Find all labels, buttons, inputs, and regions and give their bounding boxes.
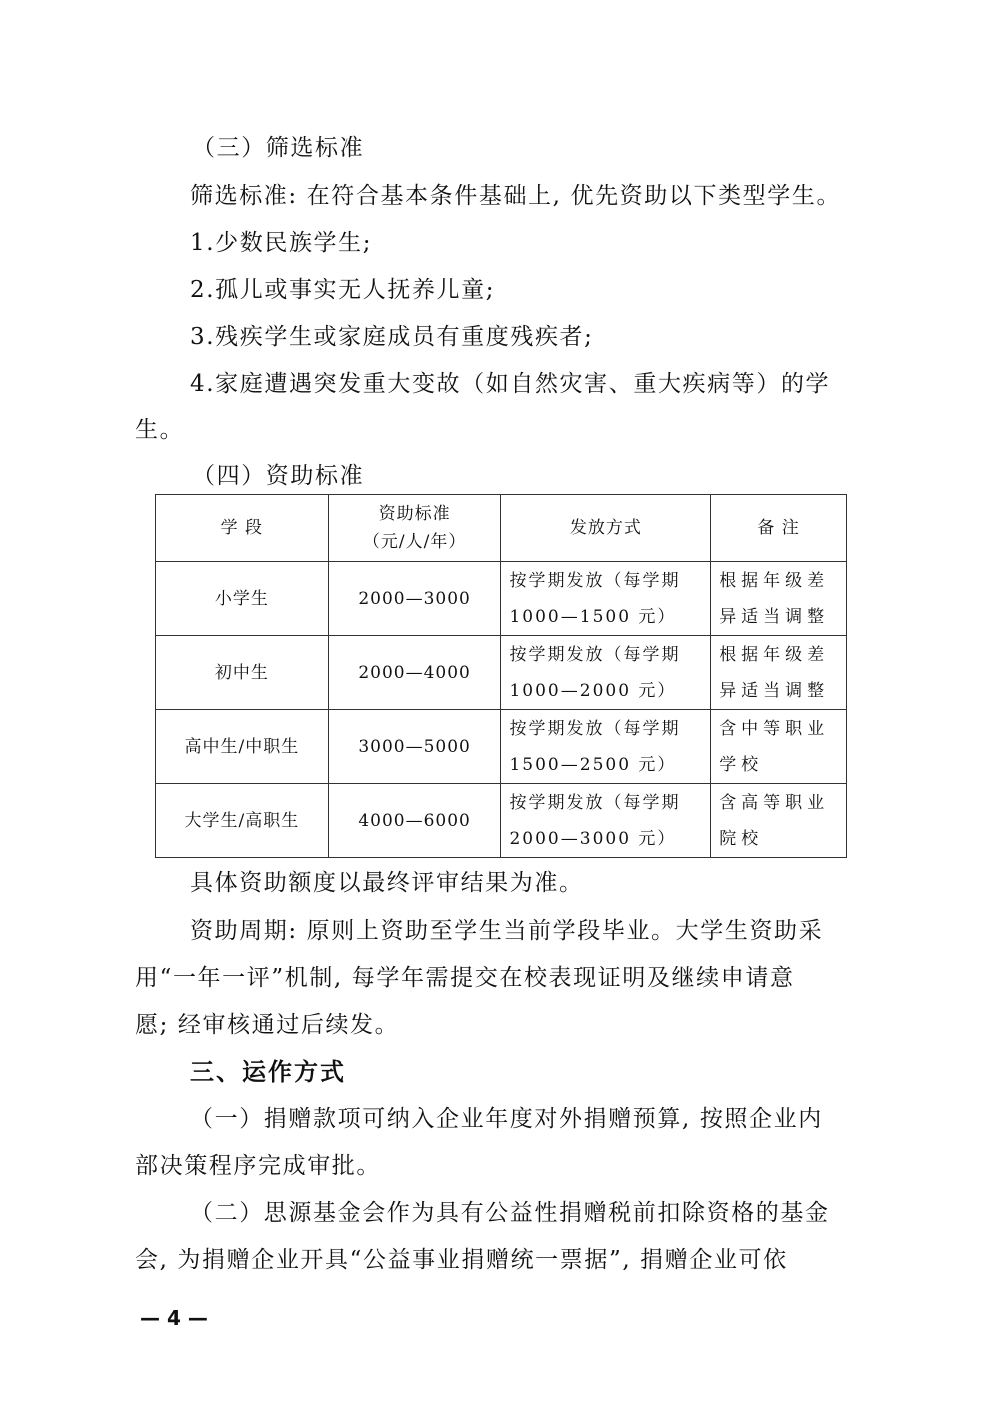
section-heading-aid-standard: （四）资助标准 <box>192 463 365 489</box>
table-row <box>156 784 847 858</box>
section-heading-screening: （三）筛选标准 <box>192 135 365 161</box>
table-header-row <box>156 495 847 562</box>
header-amount <box>328 495 501 562</box>
cell-stage: 大学生/高职生 <box>156 784 329 858</box>
cell-amount: 2000—3000 <box>328 562 501 636</box>
header-payment: 发放方式 <box>501 495 711 562</box>
header-amount-line1: 资助标准 <box>378 504 451 524</box>
table-row <box>156 710 847 784</box>
cell-stage: 小学生 <box>156 562 329 636</box>
cell-stage: 初中生 <box>156 636 329 710</box>
screening-item-2: 2.孤儿或事实无人抚养儿童; <box>190 277 496 303</box>
table-row <box>156 562 847 636</box>
payment-line2: 2000—3000 元） <box>509 828 677 849</box>
part3-p2-line1: （二）思源基金会作为具有公益性捐赠税前扣除资格的基金 <box>190 1200 830 1226</box>
note-line1: 根据年级差 <box>719 570 830 591</box>
header-amount-line2: （元/人/年） <box>362 532 467 552</box>
screening-item-4: 4.家庭遭遇突发重大变故（如自然灾害、重大疾病等）的学 <box>190 371 831 397</box>
cell-note <box>711 562 847 636</box>
cell-note <box>711 784 847 858</box>
note-line2: 学校 <box>719 754 764 775</box>
part3-heading: 三、运作方式 <box>190 1058 346 1086</box>
table-row <box>156 636 847 710</box>
period-line-2: 用“一年一评”机制, 每学年需提交在校表现证明及继续申请意 <box>135 965 795 991</box>
note-line2: 异适当调整 <box>719 606 830 627</box>
header-note: 备 注 <box>711 495 847 562</box>
page-number: — 4 — <box>140 1306 208 1330</box>
payment-line1: 按学期发放（每学期 <box>509 718 681 739</box>
cell-payment <box>501 710 711 784</box>
part3-p1-line1: （一）捐赠款项可纳入企业年度对外捐赠预算, 按照企业内 <box>190 1106 823 1132</box>
cell-payment <box>501 562 711 636</box>
screening-intro: 筛选标准: 在符合基本条件基础上, 优先资助以下类型学生。 <box>190 183 842 209</box>
cell-amount: 4000—6000 <box>328 784 501 858</box>
payment-line2: 1500—2500 元） <box>509 754 677 775</box>
payment-line2: 1000—2000 元） <box>509 680 677 701</box>
note-line1: 含中等职业 <box>719 718 830 739</box>
cell-note <box>711 636 847 710</box>
payment-line1: 按学期发放（每学期 <box>509 792 681 813</box>
payment-line1: 按学期发放（每学期 <box>509 644 681 665</box>
screening-item-4-cont: 生。 <box>135 417 185 443</box>
cell-amount: 2000—4000 <box>328 636 501 710</box>
screening-item-1: 1.少数民族学生; <box>190 230 373 256</box>
note-line2: 院校 <box>719 828 764 849</box>
cell-note <box>711 710 847 784</box>
aid-standard-table <box>155 494 847 858</box>
cell-amount: 3000—5000 <box>328 710 501 784</box>
after-table-note: 具体资助额度以最终评审结果为准。 <box>190 870 584 896</box>
header-stage: 学 段 <box>156 495 329 562</box>
period-line-1: 资助周期: 原则上资助至学生当前学段毕业。大学生资助采 <box>190 918 824 944</box>
payment-line2: 1000—1500 元） <box>509 606 677 627</box>
screening-item-3: 3.残疾学生或家庭成员有重度残疾者; <box>190 324 594 350</box>
note-line1: 根据年级差 <box>719 644 830 665</box>
period-line-3: 愿; 经审核通过后续发。 <box>135 1012 400 1038</box>
cell-payment <box>501 636 711 710</box>
part3-p1-line2: 部决策程序完成审批。 <box>135 1153 381 1179</box>
cell-stage: 高中生/中职生 <box>156 710 329 784</box>
payment-line1: 按学期发放（每学期 <box>509 570 681 591</box>
part3-p2-line2: 会, 为捐赠企业开具“公益事业捐赠统一票据”, 捐赠企业可依 <box>135 1247 788 1273</box>
note-line1: 含高等职业 <box>719 792 830 813</box>
cell-payment <box>501 784 711 858</box>
note-line2: 异适当调整 <box>719 680 830 701</box>
